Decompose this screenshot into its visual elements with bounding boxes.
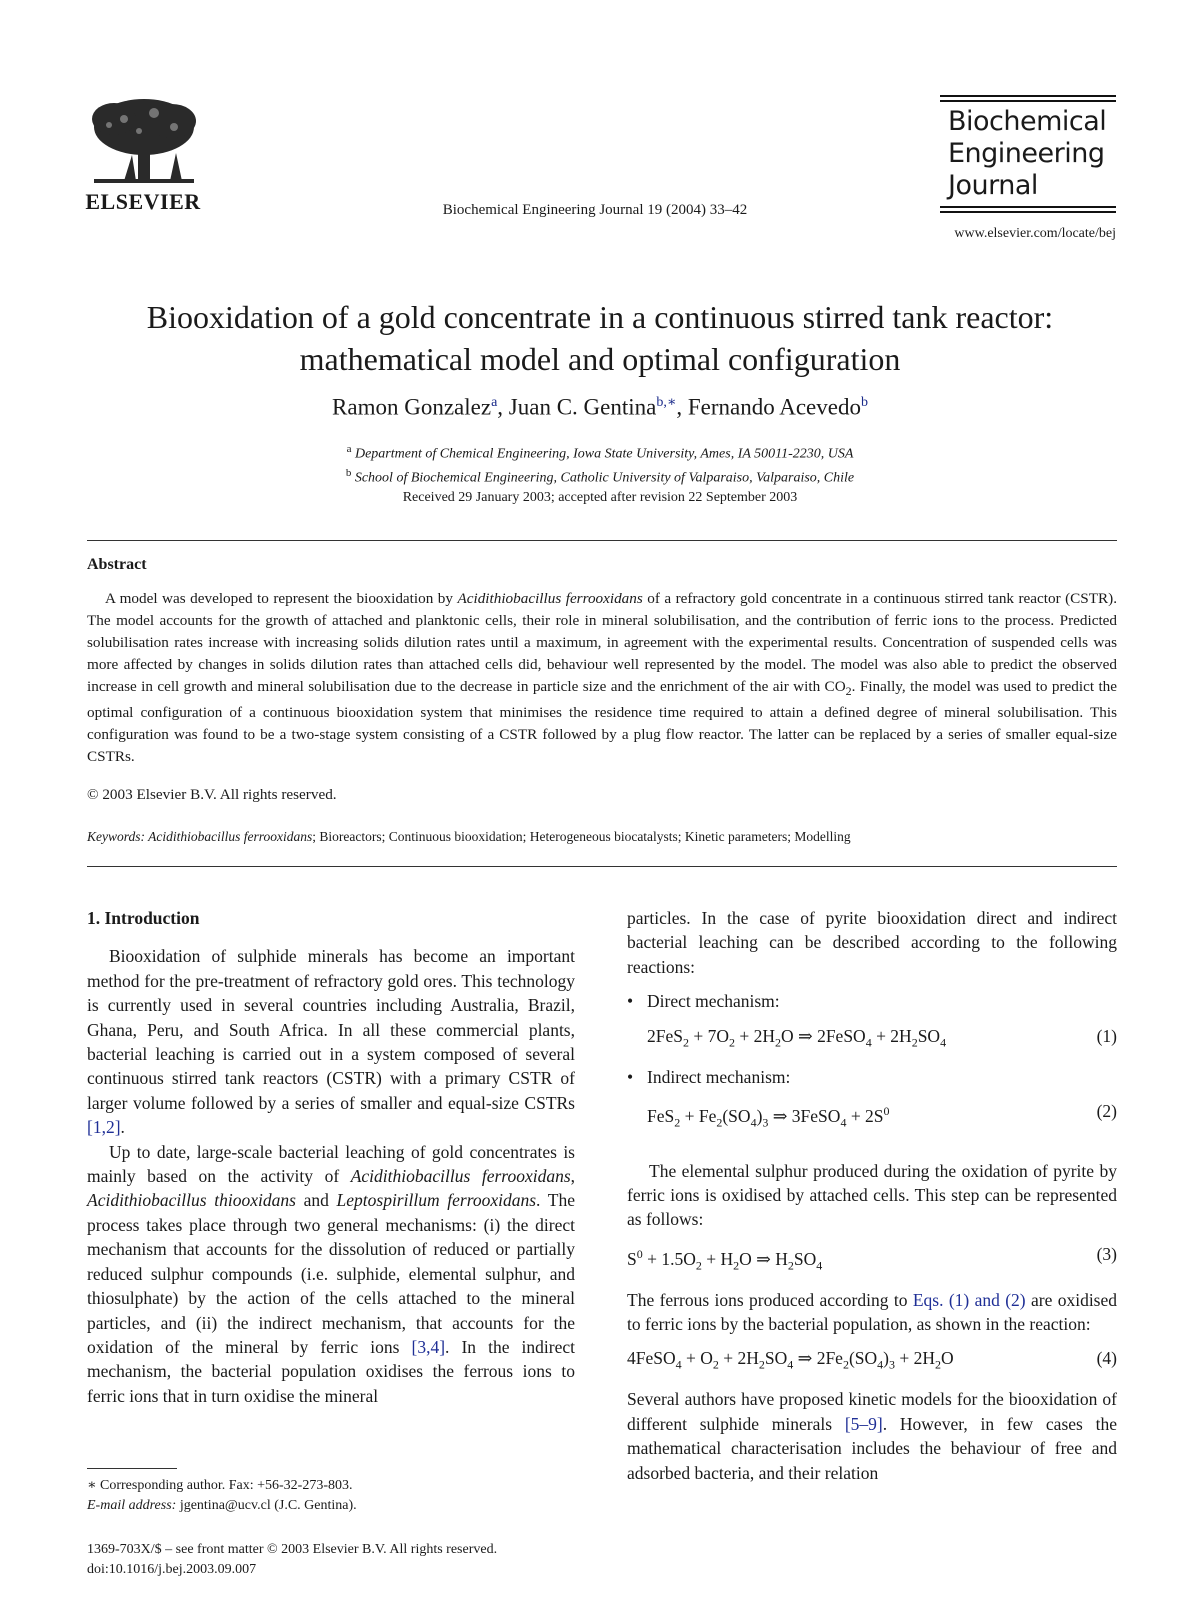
author-affiliation-mark[interactable]: a [491, 395, 498, 410]
author-affiliation-mark[interactable]: b,∗ [656, 395, 677, 410]
right-column [627, 906, 1117, 1485]
publisher-logo [84, 95, 202, 215]
citation-link[interactable]: [5–9] [844, 1413, 883, 1434]
equation-body: $S^0 + 1.5O_2 + H_2O$ ⇒ $H_2SO_4$ [627, 1246, 823, 1273]
abstract-text: A model was developed to represent the biooxidation by Acidithiobacillus ferrooxidans of a refractory gold concentrate in a continuous stirred tank reactor (CSTR). The model accounts for the growth of attached and planktonic cells, their role in mineral solubilisation, and the contribution of ferric ions to the process. Predicted solubilisation rates increase with increasing solids dilution rates until a maximum, in agreement with the experimental results. Concentration of suspended cells was more affected by changes in solids dilution rates than attached cells did, behaviour well represented by the model. The model was also able to predict the observed increase in cell growth and mineral solubilisation due to the decrease in particle size and the enrichment of the air with $CO_2$. Finally, the model was used to predict the optimal configuration of a continuous biooxidation system that minimises the residence time required to attain a defined degree of mineral solubilisation. This configuration was found to be a two-stage system consisting of a CSTR followed by a plug flow reactor. The latter can be replaced by a series of smaller equal-size CSTRs. [87, 590, 1118, 766]
author-affiliation-mark[interactable]: b [860, 395, 868, 410]
article-title-line: mathematical model and optimal configuration [299, 341, 901, 377]
author-name: Ramon Gonzalez [332, 394, 492, 420]
citation-link[interactable]: [1,2] [87, 1117, 121, 1138]
article-title [60, 296, 1140, 380]
equation-number: (1) [1096, 1025, 1117, 1046]
email-address[interactable]: jgentina@ucv.cl (J.C. Gentina). [176, 1498, 357, 1513]
affiliation [60, 440, 1140, 464]
equation-number: (2) [1096, 1100, 1117, 1121]
author-name: Juan C. Gentina [508, 394, 657, 420]
publisher-name: ELSEVIER [85, 189, 201, 214]
equation [627, 1242, 1117, 1278]
publication-meta [87, 1540, 497, 1580]
affiliations [60, 440, 1140, 487]
equation [627, 1099, 1117, 1135]
paragraph: The elemental sulphur produced during the oxidation of pyrite by ferric ions is oxidised by attached cells. This step can be represented as follows: [627, 1160, 1117, 1230]
email-note [87, 1496, 357, 1516]
copyright-notice: © 2003 Elsevier B.V. All rights reserved. [87, 786, 337, 803]
equation [627, 1024, 1117, 1055]
paragraph: Up to date, large-scale bacterial leaching of gold concentrates is mainly based on the activity of Acidithiobacillus ferrooxidans, Acidithiobacillus thiooxidans and Leptospirillum ferrooxidans. The process takes place through two general mechanisms: (i) the direct mechanism that accounts for the dissolution of reduced or partially reduced sulphur compounds (i.e. sulphide, elemental sulphur, and thiosulphate) by the action of the cells attached to the mineral particles, and (ii) the indirect mechanism, that accounts for the oxidation of the mineral by ferric ions [3,4]. In the indirect mechanism, the bacterial population oxidises the ferrous ions to ferric ions that in turn oxidise the mineral [87, 1141, 576, 1406]
issn-line: 1369-703X/$ – see front matter © 2003 Elsevier B.V. All rights reserved. [87, 1542, 498, 1557]
organism-name: Acidithiobacillus ferrooxidans [457, 590, 643, 607]
corresponding-author-note: ∗ Corresponding author. Fax: +56-32-273-803. [87, 1478, 353, 1493]
affiliation-mark: a [346, 443, 352, 455]
article-title-line: Biooxidation of a gold concentrate in a continuous stirred tank reactor: [146, 299, 1054, 335]
equation-number: (4) [1096, 1348, 1117, 1369]
equation-link[interactable]: Eqs. (1) and (2) [912, 1289, 1026, 1310]
doi-line[interactable]: doi:10.1016/j.bej.2003.09.007 [87, 1562, 257, 1577]
tree-logo-icon [84, 95, 202, 191]
footnote-divider [87, 1468, 177, 1469]
equation-body: 4FeSO$_4$ + $O_2 + 2H_2SO_4$ ⇒ $2Fe_2(SO_4)_3 + 2H_2O$ [627, 1348, 954, 1372]
bullet-item: • Indirect mechanism: [627, 1066, 791, 1087]
keyword: Acidithiobacillus ferrooxidans [145, 829, 313, 844]
affiliation [60, 464, 1140, 488]
keywords-label: Keywords: [87, 829, 145, 844]
email-label: E-mail address: [87, 1498, 177, 1513]
paragraph: particles. In the case of pyrite biooxidation direct and indirect bacterial leaching can be described according to the following reactions: [627, 908, 1117, 977]
affiliation-text: Department of Chemical Engineering, Iowa State University, Ames, IA 50011-2230, USA [354, 446, 854, 462]
affiliation-text: School of Biochemical Engineering, Catholic University of Valparaiso, Valparaiso, Chile [354, 470, 855, 486]
author-name: Fernando Acevedo [687, 394, 861, 420]
citation-link[interactable]: [3,4] [411, 1336, 446, 1357]
journal-logo-title [940, 106, 1116, 202]
equation-body: $2FeS_2 + 7O_2 + 2H_2O$ ⇒ 2FeSO$_4$ + $2H_2SO_4$ [647, 1025, 947, 1050]
paragraph: Several authors have proposed kinetic models for the biooxidation of different sulphide minerals [5–9]. However, in few cases the mathematical characterisation includes the behaviour of free and adsorbed bacteria, and their relation [627, 1389, 1117, 1483]
bullet-item: • Direct mechanism: [627, 991, 780, 1012]
left-column [87, 906, 575, 1408]
equation-body: $FeS_2 + Fe_2(SO_4)_3$ ⇒ 3FeSO$_4$ + $2S^0$ [647, 1103, 890, 1130]
equation-number: (3) [1096, 1243, 1117, 1264]
divider [87, 866, 1117, 867]
journal-logo-line: Engineering [948, 138, 1105, 169]
keywords [87, 829, 1117, 845]
journal-url[interactable]: www.elsevier.com/locate/bej [954, 226, 1116, 241]
equation [627, 1346, 1117, 1377]
journal-citation: Biochemical Engineering Journal 19 (2004) 33–42 [442, 202, 748, 218]
keyword-list: ; Bioreactors; Continuous biooxidation; Heterogeneous biocatalysts; Kinetic parameters; Modelling [312, 829, 851, 844]
affiliation-mark: b [345, 466, 352, 479]
received-dates: Received 29 January 2003; accepted after revision 22 September 2003 [402, 490, 798, 505]
divider [87, 540, 1117, 541]
author-separator: , [676, 394, 688, 420]
author-separator: , [497, 394, 509, 420]
abstract-heading: Abstract [87, 556, 147, 573]
author-list [60, 394, 1140, 421]
section-heading: 1. Introduction [87, 908, 200, 928]
paragraph: Biooxidation of sulphide minerals has become an important method for the pre-treatment of refractory gold ores. This technology is currently used in several countries including Australia, Brazil, Ghana, Peru, and South Africa. In all these commercial plants, bacterial leaching is carried out in a system composed of several continuous stirred tank reactors (CSTR) with a primary CSTR of larger volume followed by a series of smaller and equal-size CSTRs [1,2]. [87, 946, 575, 1138]
footnotes [87, 1476, 357, 1516]
journal-logo-line: Journal [948, 170, 1038, 201]
journal-logo-line: Biochemical [948, 106, 1107, 137]
journal-logo [940, 95, 1116, 216]
paragraph: The ferrous ions produced according to Eqs. (1) and (2) are oxidised to ferric ions by the bacterial population, as shown in the reaction: [627, 1289, 1118, 1335]
